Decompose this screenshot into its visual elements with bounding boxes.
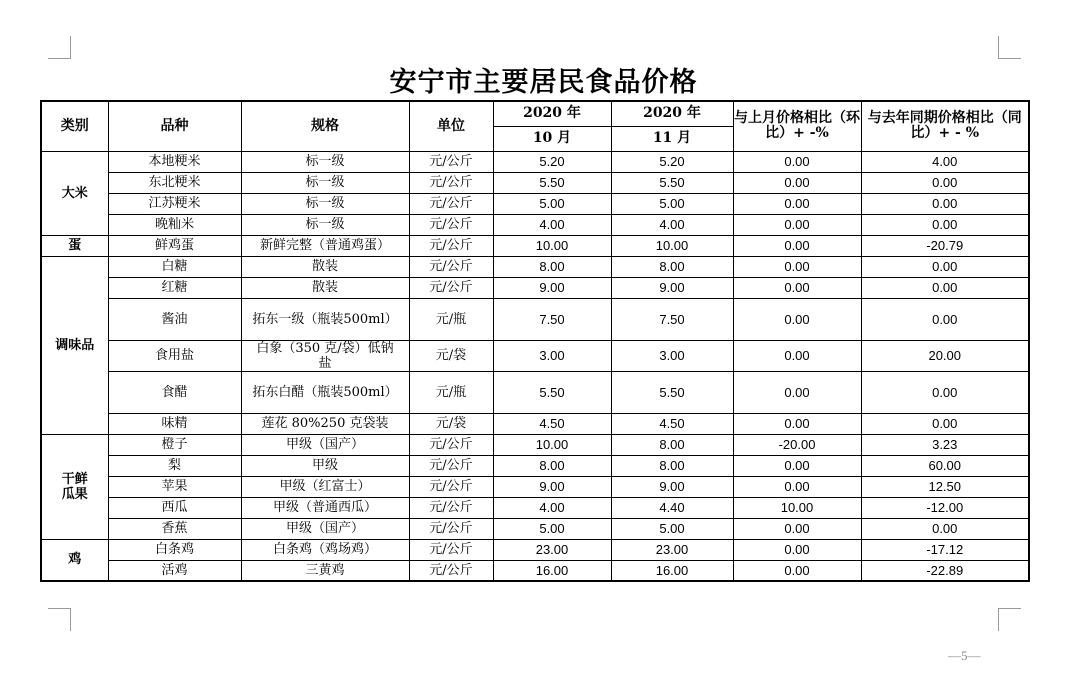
header-mom: 与上月价格相比（环比）+ -% <box>733 101 861 151</box>
table-row <box>41 172 1029 193</box>
mom-change-cell: 0.00 <box>733 371 861 413</box>
nov-price-cell: 8.00 <box>611 455 733 476</box>
yoy-change-cell: 0.00 <box>861 193 1029 214</box>
oct-price-cell: 10.00 <box>493 434 611 455</box>
yoy-change-cell: 0.00 <box>861 214 1029 235</box>
mom-change-cell: 0.00 <box>733 413 861 434</box>
spec-cell: 甲级（国产） <box>241 434 409 455</box>
nov-price-cell: 16.00 <box>611 560 733 581</box>
spec-cell: 散装 <box>241 256 409 277</box>
oct-price-cell: 16.00 <box>493 560 611 581</box>
spec-cell: 甲级（红富士） <box>241 476 409 497</box>
variety-cell: 白糖 <box>108 256 241 277</box>
nov-price-cell: 4.00 <box>611 214 733 235</box>
unit-cell: 元/瓶 <box>409 371 493 413</box>
crop-mark-bottom-right <box>998 608 1021 631</box>
spec-cell: 莲花 80%250 克袋装 <box>241 413 409 434</box>
table-row <box>41 235 1029 256</box>
variety-cell: 食用盐 <box>108 340 241 371</box>
header-month-nov: 11 月 <box>611 126 733 151</box>
category-cell: 蛋 <box>41 235 108 256</box>
unit-cell: 元/公斤 <box>409 434 493 455</box>
variety-cell: 活鸡 <box>108 560 241 581</box>
header-spec: 规格 <box>241 101 409 151</box>
variety-cell: 白条鸡 <box>108 539 241 560</box>
unit-cell: 元/瓶 <box>409 298 493 340</box>
table-row <box>41 298 1029 340</box>
mom-change-cell: 0.00 <box>733 476 861 497</box>
nov-price-cell: 5.50 <box>611 172 733 193</box>
table-row <box>41 277 1029 298</box>
oct-price-cell: 9.00 <box>493 277 611 298</box>
nov-price-cell: 10.00 <box>611 235 733 256</box>
oct-price-cell: 10.00 <box>493 235 611 256</box>
table-row <box>41 371 1029 413</box>
oct-price-cell: 5.50 <box>493 172 611 193</box>
header-year-nov: 2020 年 <box>611 101 733 126</box>
variety-cell: 东北粳米 <box>108 172 241 193</box>
unit-cell: 元/公斤 <box>409 476 493 497</box>
yoy-change-cell: 4.00 <box>861 151 1029 172</box>
spec-cell: 散装 <box>241 277 409 298</box>
unit-cell: 元/袋 <box>409 413 493 434</box>
oct-price-cell: 9.00 <box>493 476 611 497</box>
nov-price-cell: 23.00 <box>611 539 733 560</box>
unit-cell: 元/公斤 <box>409 560 493 581</box>
mom-change-cell: 0.00 <box>733 455 861 476</box>
spec-cell: 甲级（国产） <box>241 518 409 539</box>
category-cell: 鸡 <box>41 539 108 581</box>
unit-cell: 元/公斤 <box>409 455 493 476</box>
unit-cell: 元/公斤 <box>409 193 493 214</box>
yoy-change-cell: 3.23 <box>861 434 1029 455</box>
page-title: 安宁市主要居民食品价格 <box>389 67 698 98</box>
table-row <box>41 413 1029 434</box>
spec-cell: 拓东一级（瓶装500ml） <box>241 298 409 340</box>
oct-price-cell: 8.00 <box>493 256 611 277</box>
oct-price-cell: 5.50 <box>493 371 611 413</box>
yoy-change-cell: -22.89 <box>861 560 1029 581</box>
nov-price-cell: 8.00 <box>611 256 733 277</box>
price-table <box>40 100 1030 582</box>
spec-cell: 三黄鸡 <box>241 560 409 581</box>
oct-price-cell: 23.00 <box>493 539 611 560</box>
oct-price-cell: 5.00 <box>493 193 611 214</box>
yoy-change-cell: -20.79 <box>861 235 1029 256</box>
header-month-oct: 10 月 <box>493 126 611 151</box>
yoy-change-cell: -17.12 <box>861 539 1029 560</box>
unit-cell: 元/公斤 <box>409 235 493 256</box>
table-row <box>41 214 1029 235</box>
mom-change-cell: 0.00 <box>733 340 861 371</box>
mom-change-cell: 0.00 <box>733 235 861 256</box>
oct-price-cell: 4.00 <box>493 497 611 518</box>
table-row <box>41 497 1029 518</box>
header-year-oct: 2020 年 <box>493 101 611 126</box>
spec-cell: 标一级 <box>241 151 409 172</box>
table-row <box>41 455 1029 476</box>
yoy-change-cell: 0.00 <box>861 277 1029 298</box>
header-variety: 品种 <box>108 101 241 151</box>
spec-cell: 甲级 <box>241 455 409 476</box>
variety-cell: 梨 <box>108 455 241 476</box>
yoy-change-cell: 12.50 <box>861 476 1029 497</box>
unit-cell: 元/公斤 <box>409 214 493 235</box>
nov-price-cell: 7.50 <box>611 298 733 340</box>
oct-price-cell: 8.00 <box>493 455 611 476</box>
price-table-body <box>41 151 1029 581</box>
header-unit: 单位 <box>409 101 493 151</box>
mom-change-cell: 0.00 <box>733 172 861 193</box>
spec-cell: 新鲜完整（普通鸡蛋） <box>241 235 409 256</box>
variety-cell: 味精 <box>108 413 241 434</box>
table-row <box>41 560 1029 581</box>
yoy-change-cell: 0.00 <box>861 413 1029 434</box>
unit-cell: 元/公斤 <box>409 256 493 277</box>
variety-cell: 江苏粳米 <box>108 193 241 214</box>
unit-cell: 元/袋 <box>409 340 493 371</box>
crop-mark-top-right <box>998 36 1021 59</box>
yoy-change-cell: 60.00 <box>861 455 1029 476</box>
nov-price-cell: 8.00 <box>611 434 733 455</box>
variety-cell: 食醋 <box>108 371 241 413</box>
variety-cell: 晚籼米 <box>108 214 241 235</box>
variety-cell: 红糖 <box>108 277 241 298</box>
table-row <box>41 256 1029 277</box>
variety-cell: 香蕉 <box>108 518 241 539</box>
oct-price-cell: 7.50 <box>493 298 611 340</box>
oct-price-cell: 3.00 <box>493 340 611 371</box>
table-row <box>41 434 1029 455</box>
oct-price-cell: 4.00 <box>493 214 611 235</box>
unit-cell: 元/公斤 <box>409 518 493 539</box>
table-row <box>41 539 1029 560</box>
category-cell: 大米 <box>41 151 108 235</box>
spec-cell: 拓东白醋（瓶装500ml） <box>241 371 409 413</box>
nov-price-cell: 9.00 <box>611 476 733 497</box>
spec-cell: 标一级 <box>241 193 409 214</box>
header-yoy: 与去年同期价格相比（同比）+ - % <box>861 101 1029 151</box>
unit-cell: 元/公斤 <box>409 539 493 560</box>
spec-cell: 标一级 <box>241 172 409 193</box>
spec-cell: 甲级（普通西瓜） <box>241 497 409 518</box>
table-row <box>41 476 1029 497</box>
nov-price-cell: 9.00 <box>611 277 733 298</box>
table-row <box>41 193 1029 214</box>
variety-cell: 西瓜 <box>108 497 241 518</box>
unit-cell: 元/公斤 <box>409 172 493 193</box>
unit-cell: 元/公斤 <box>409 277 493 298</box>
oct-price-cell: 5.00 <box>493 518 611 539</box>
mom-change-cell: 0.00 <box>733 539 861 560</box>
mom-change-cell: 0.00 <box>733 518 861 539</box>
yoy-change-cell: 0.00 <box>861 298 1029 340</box>
crop-mark-top-left <box>48 36 71 59</box>
variety-cell: 本地粳米 <box>108 151 241 172</box>
mom-change-cell: 0.00 <box>733 214 861 235</box>
mom-change-cell: -20.00 <box>733 434 861 455</box>
mom-change-cell: 0.00 <box>733 277 861 298</box>
yoy-change-cell: -12.00 <box>861 497 1029 518</box>
oct-price-cell: 5.20 <box>493 151 611 172</box>
table-row <box>41 340 1029 371</box>
variety-cell: 橙子 <box>108 434 241 455</box>
unit-cell: 元/公斤 <box>409 497 493 518</box>
oct-price-cell: 4.50 <box>493 413 611 434</box>
yoy-change-cell: 0.00 <box>861 518 1029 539</box>
mom-change-cell: 10.00 <box>733 497 861 518</box>
page-number: —5— <box>948 648 981 663</box>
mom-change-cell: 0.00 <box>733 560 861 581</box>
spec-cell: 白条鸡（鸡场鸡） <box>241 539 409 560</box>
header-category: 类别 <box>41 101 108 151</box>
mom-change-cell: 0.00 <box>733 193 861 214</box>
table-row <box>41 518 1029 539</box>
category-cell: 调味品 <box>41 256 108 434</box>
nov-price-cell: 5.50 <box>611 371 733 413</box>
nov-price-cell: 4.40 <box>611 497 733 518</box>
variety-cell: 苹果 <box>108 476 241 497</box>
table-row <box>41 151 1029 172</box>
yoy-change-cell: 0.00 <box>861 172 1029 193</box>
yoy-change-cell: 0.00 <box>861 256 1029 277</box>
unit-cell: 元/公斤 <box>409 151 493 172</box>
mom-change-cell: 0.00 <box>733 151 861 172</box>
variety-cell: 酱油 <box>108 298 241 340</box>
category-cell: 干鲜瓜果 <box>41 434 108 539</box>
nov-price-cell: 3.00 <box>611 340 733 371</box>
mom-change-cell: 0.00 <box>733 298 861 340</box>
mom-change-cell: 0.00 <box>733 256 861 277</box>
yoy-change-cell: 20.00 <box>861 340 1029 371</box>
variety-cell: 鲜鸡蛋 <box>108 235 241 256</box>
crop-mark-bottom-left <box>48 608 71 631</box>
nov-price-cell: 5.00 <box>611 518 733 539</box>
spec-cell: 标一级 <box>241 214 409 235</box>
spec-cell: 白象（350 克/袋）低钠盐 <box>241 340 409 371</box>
nov-price-cell: 5.00 <box>611 193 733 214</box>
yoy-change-cell: 0.00 <box>861 371 1029 413</box>
nov-price-cell: 4.50 <box>611 413 733 434</box>
nov-price-cell: 5.20 <box>611 151 733 172</box>
